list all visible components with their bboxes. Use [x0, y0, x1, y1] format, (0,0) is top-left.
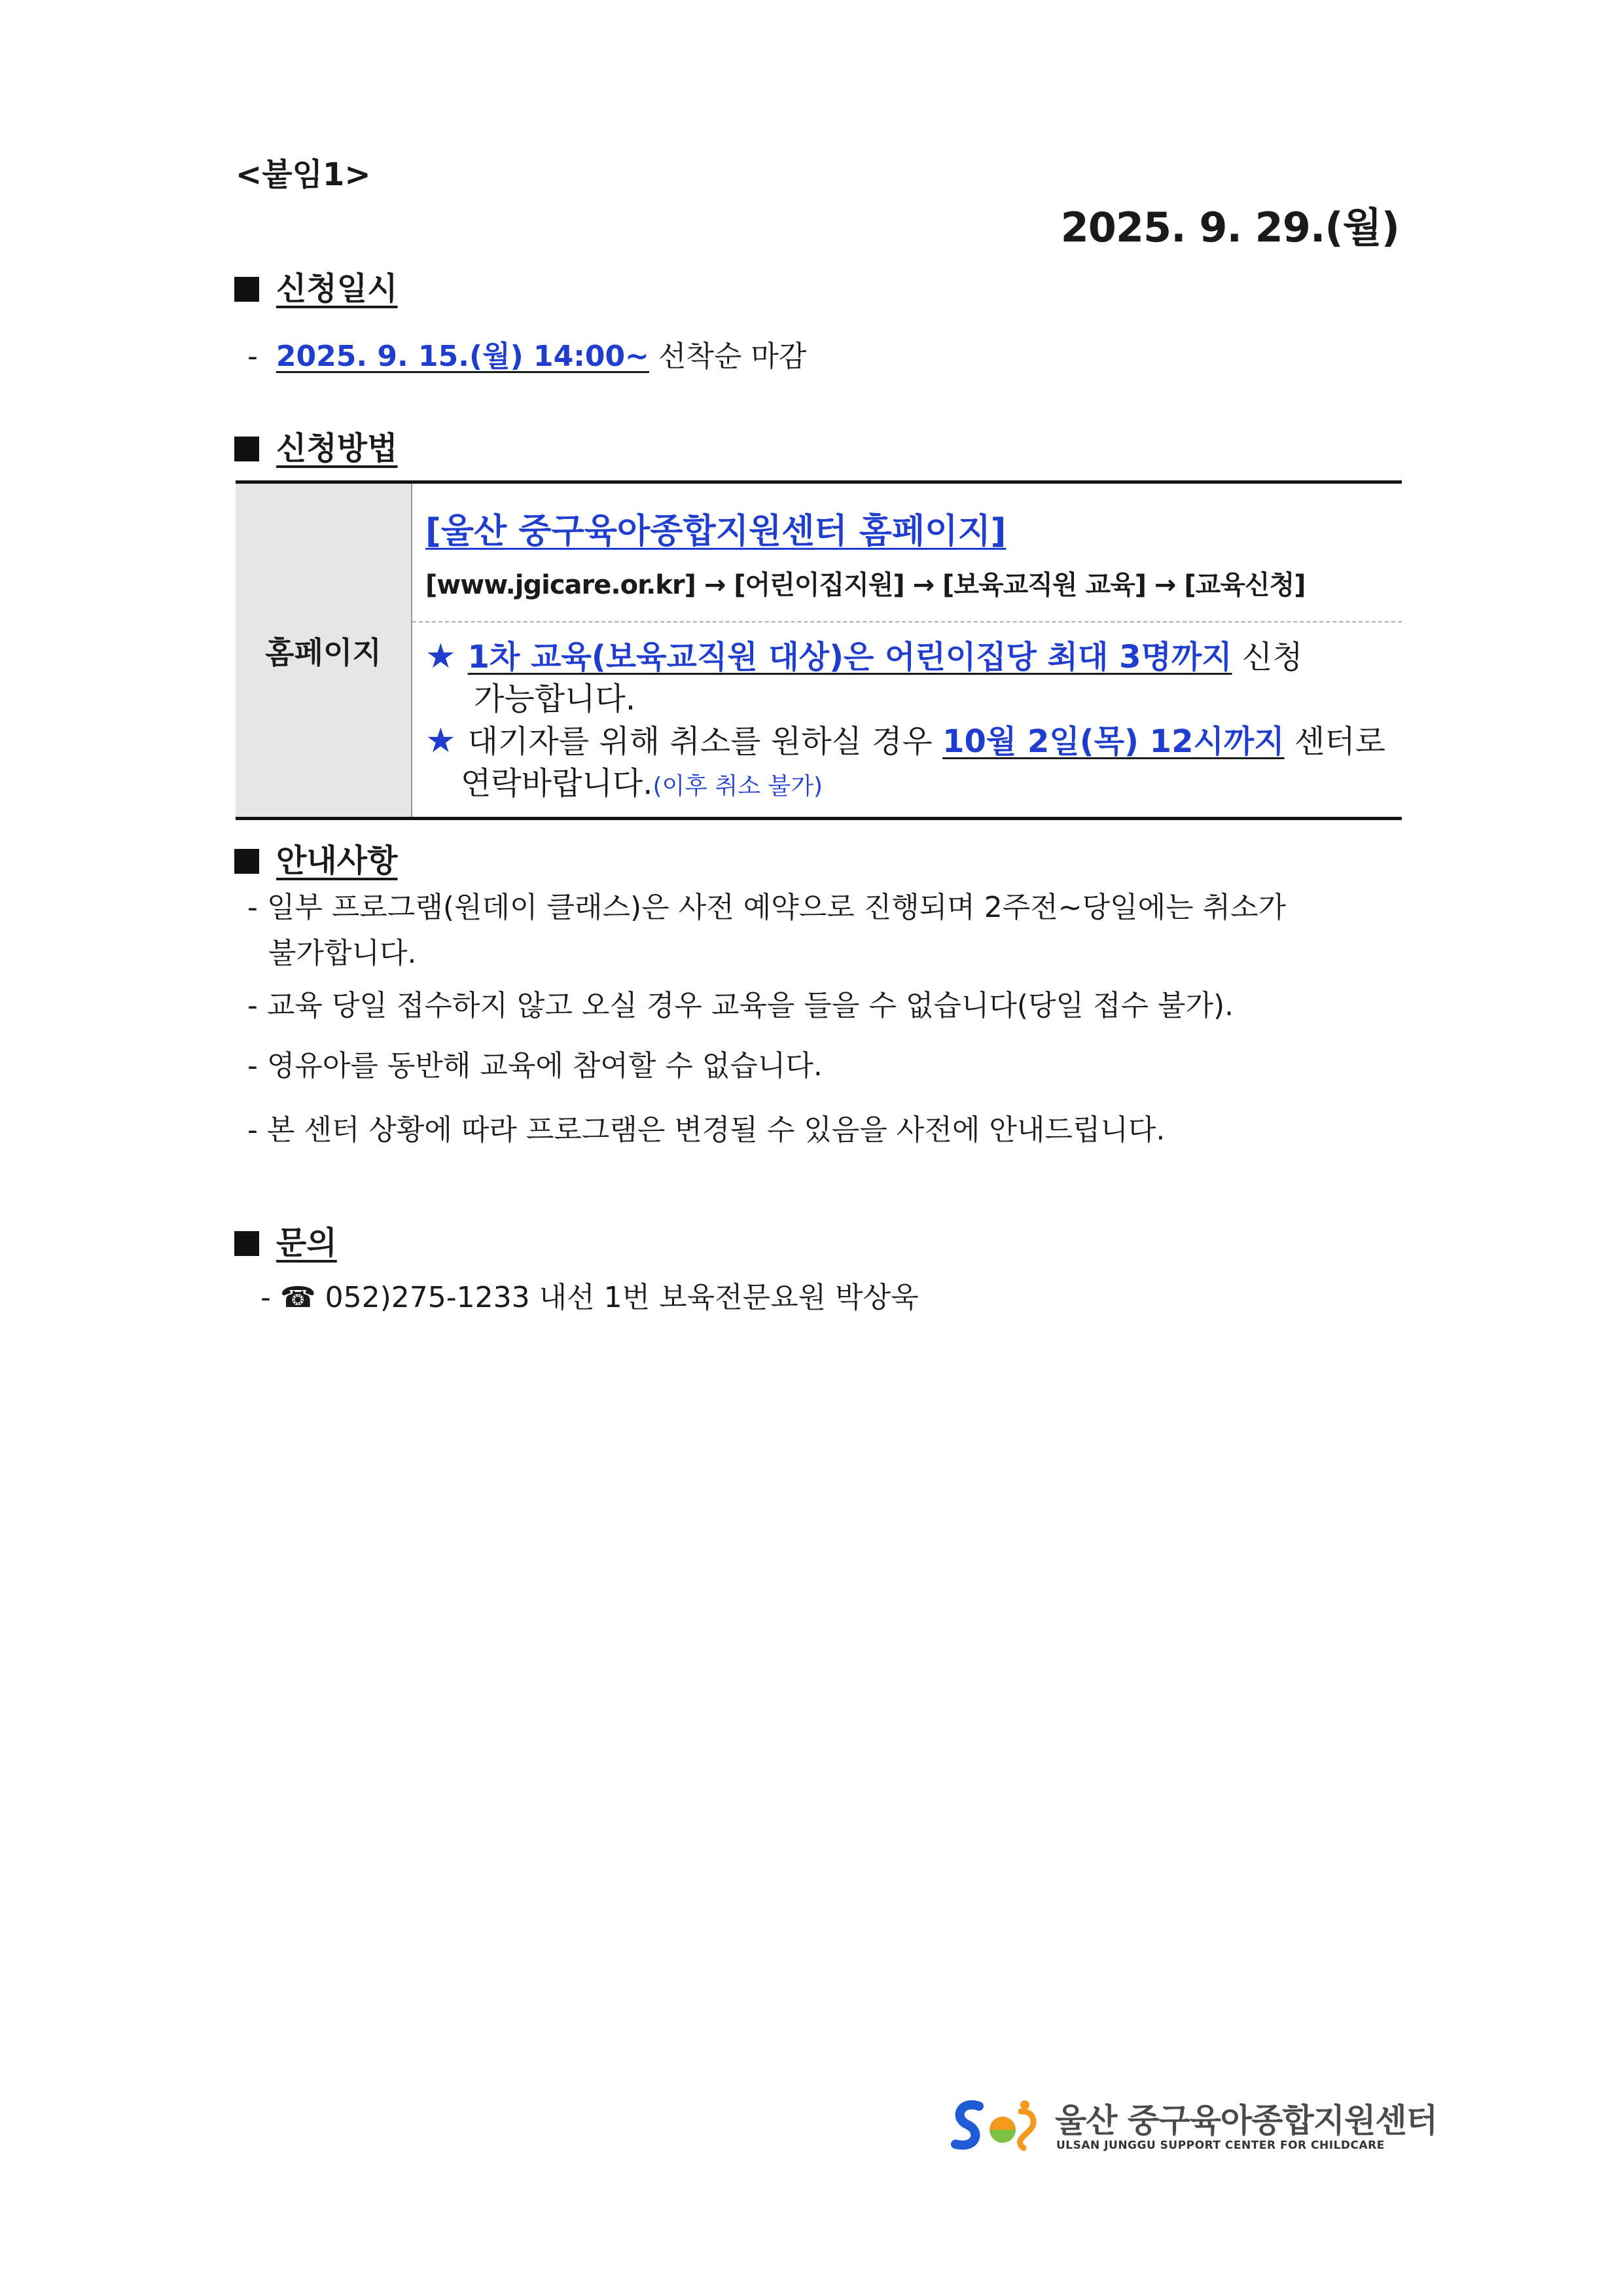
- note-1: ★ 1차 교육(보육교직원 대상)은 어린이집당 최대 3명까지 신청: [425, 637, 1303, 676]
- cancel-note: (이후 취소 불가): [652, 773, 823, 800]
- notice-item: - 본 센터 상황에 따라 프로그램은 변경될 수 있음을 사전에 안내드립니다.: [247, 1113, 1166, 1147]
- square-bullet-icon: [234, 1231, 259, 1256]
- center-name-korean: 울산 중구육아종합지원센터: [1055, 2102, 1438, 2140]
- homepage-navigation-path: [www.jgicare.or.kr] → [어린이집지원] → [보육교직원 교육] → [교육신청]: [425, 570, 1306, 600]
- notice-item: - 영유아를 동반해 교육에 참여할 수 없습니다.: [247, 1049, 823, 1083]
- note-2: ★ 대기자를 위해 취소를 원하실 경우 10월 2일(목) 12시까지 센터로: [425, 721, 1385, 761]
- square-bullet-icon: [234, 849, 259, 874]
- attachment-label: <붙임1>: [236, 156, 371, 193]
- notice-item: - 교육 당일 접수하지 않고 오실 경우 교육을 들을 수 없습니다(당일 접수 불가).: [247, 989, 1234, 1022]
- homepage-info-cell: [412, 482, 1402, 622]
- center-logo-icon: [948, 2092, 1046, 2157]
- application-date-line: - 2025. 9. 15.(월) 14:00~ 선착순 마감: [247, 340, 807, 373]
- application-start-date: 2025. 9. 15.(월) 14:00~: [276, 340, 649, 373]
- application-method-table: [236, 480, 1402, 820]
- section-heading-notice: 안내사항: [234, 835, 397, 880]
- section-heading-application-method: 신청방법: [234, 423, 397, 468]
- homepage-title-link[interactable]: [울산 중구육아종합지원센터 홈페이지]: [425, 512, 1007, 551]
- notes-cell: ★ 1차 교육(보육교직원 대상)은 어린이집당 최대 3명까지 신청 가능합니다. ★ 대기자를 위해 취소를 원하실 경우 10월 2일(목) 12시까지 센터로 연락바랍니다.(이후 취소 불가): [412, 622, 1402, 819]
- contact-info: - ☎ 052)275-1233 내선 1번 보육전문요원 박상욱: [260, 1281, 919, 1314]
- square-bullet-icon: [234, 277, 259, 302]
- notice-item: - 일부 프로그램(원데이 클래스)은 사전 예약으로 진행되며 2주전~당일에는 취소가: [247, 891, 1287, 924]
- center-name-english: ULSAN JUNGGU SUPPORT CENTER FOR CHILDCARE: [1056, 2139, 1385, 2152]
- star-icon: ★: [425, 637, 456, 676]
- section-heading-contact: 문의: [234, 1217, 337, 1263]
- section-heading-application-date: 신청일시: [234, 263, 397, 308]
- table-label-homepage: 홈페이지: [236, 482, 412, 819]
- notice-item-continued: 불가합니다.: [268, 937, 417, 970]
- document-date: 2025. 9. 29.(월): [1060, 204, 1399, 251]
- square-bullet-icon: [234, 437, 259, 461]
- star-icon: ★: [425, 721, 456, 761]
